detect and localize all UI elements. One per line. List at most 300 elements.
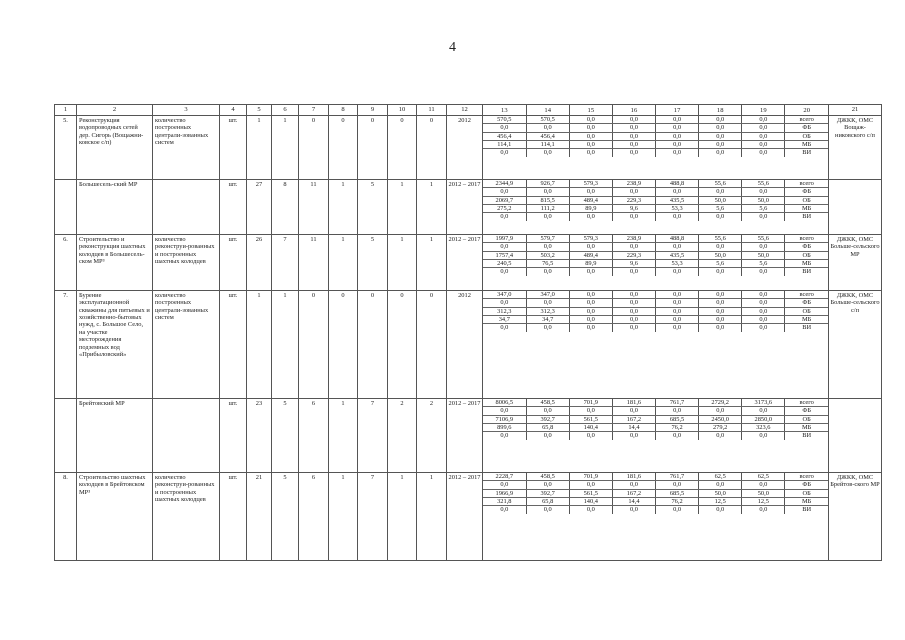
funding-value: 0,0 <box>656 188 699 196</box>
funding-row <box>483 506 828 514</box>
funding-value: 0,0 <box>742 149 785 157</box>
period-cell: 2012 – 2017 <box>447 399 483 473</box>
funding-value: 0,0 <box>742 291 785 299</box>
count-2014: 1 <box>329 399 358 473</box>
funding-row <box>483 149 828 157</box>
funding-value: 0,0 <box>526 149 569 157</box>
funding-value: 0,0 <box>569 132 612 140</box>
funding-values <box>483 116 829 180</box>
funding-value: 0,0 <box>569 188 612 196</box>
count-2013: 0 <box>299 291 329 399</box>
count-2017: 2 <box>417 399 447 473</box>
funding-value: 5,6 <box>742 260 785 268</box>
funding-value: 0,0 <box>656 243 699 251</box>
measure-name: Строительство шахтных колодцев в Брейтовском МР³ <box>77 473 153 561</box>
column-number: 17 <box>656 105 699 115</box>
funding-value: 488,8 <box>656 180 699 188</box>
funding-value: 229,3 <box>612 196 655 204</box>
funding-value: 0,0 <box>612 316 655 324</box>
funding-source: МБ <box>785 141 828 149</box>
funding-values <box>483 399 829 473</box>
row-number: 8. <box>55 473 77 561</box>
program-row <box>55 180 882 235</box>
funding-row <box>483 180 828 188</box>
indicator-name: количество реконструи-рованных и построенных шахтных колодцев <box>153 235 220 291</box>
funding-value: 0,0 <box>569 407 612 415</box>
funding-value: 3173,6 <box>742 399 785 407</box>
funding-value: 0,0 <box>656 307 699 315</box>
funding-row <box>483 251 828 259</box>
funding-source: ФБ <box>785 124 828 132</box>
funding-value: 0,0 <box>656 291 699 299</box>
funding-value: 5,6 <box>742 205 785 213</box>
funding-value: 0,0 <box>500 506 509 514</box>
count-total: 1 <box>247 291 272 399</box>
count-2016: 1 <box>388 235 417 291</box>
funding-value: 0,0 <box>612 307 655 315</box>
funding-value: 0,0 <box>569 291 612 299</box>
funding-value: 685,5 <box>656 415 699 423</box>
funding-value: 50,0 <box>699 196 742 204</box>
funding-value: 0,0 <box>500 268 509 276</box>
funding-value: 0,0 <box>742 268 785 276</box>
count-total: 1 <box>247 116 272 180</box>
funding-value: 0,0 <box>742 299 785 307</box>
funding-grid <box>483 116 828 157</box>
count-2016: 0 <box>388 116 417 180</box>
funding-value: 0,0 <box>526 188 569 196</box>
count-2015: 0 <box>358 291 388 399</box>
funding-value: 0,0 <box>656 407 699 415</box>
funding-row <box>483 243 828 251</box>
funding-row <box>483 473 828 481</box>
funding-value: 0,0 <box>569 299 612 307</box>
funding-row <box>483 196 828 204</box>
column-number: 20 <box>785 105 828 115</box>
funding-row <box>483 489 828 497</box>
funding-value: 0,0 <box>699 407 742 415</box>
executor-cell: ДЖКК, ОМС Вощаж-никовского с/п <box>829 116 882 180</box>
unit-cell: шт. <box>220 291 247 399</box>
column-number: 19 <box>742 105 785 115</box>
funding-values <box>483 473 829 561</box>
column-number: 9 <box>358 105 388 116</box>
measure-name: Реконструкция водопроводных сетей дер. Сигорь (Вощажни-ковское с/п) <box>77 116 153 180</box>
funding-row <box>483 307 828 315</box>
funding-row <box>483 124 828 132</box>
funding-value: 0,0 <box>569 506 612 514</box>
funding-source: МБ <box>785 205 828 213</box>
column-number: 7 <box>299 105 329 116</box>
funding-value: 2450,0 <box>699 415 742 423</box>
funding-value: 0,0 <box>612 324 655 332</box>
funding-source: МБ <box>785 424 828 432</box>
funding-value: 0,0 <box>526 432 569 440</box>
funding-source: ОБ <box>785 251 828 259</box>
funding-value: 0,0 <box>612 188 655 196</box>
funding-source: ФБ <box>785 407 828 415</box>
funding-row <box>483 424 828 432</box>
funding-value: 0,0 <box>612 149 655 157</box>
unit-cell: шт. <box>220 399 247 473</box>
funding-value: 503,2 <box>526 251 569 259</box>
row-number: 5. <box>55 116 77 180</box>
funding-source: ОБ <box>785 415 828 423</box>
count-2017: 1 <box>417 473 447 561</box>
funding-value: 55,6 <box>699 235 742 243</box>
funding-value: 561,5 <box>569 415 612 423</box>
funding-grid <box>483 399 828 440</box>
funding-value: 89,9 <box>569 260 612 268</box>
funding-value: 0,0 <box>699 432 742 440</box>
funding-value: 0,0 <box>483 481 526 489</box>
funding-value: 0,0 <box>612 124 655 132</box>
count-2014: 0 <box>329 116 358 180</box>
funding-value: 0,0 <box>699 506 742 514</box>
funding-value: 5,6 <box>699 205 742 213</box>
funding-value: 701,9 <box>569 473 612 481</box>
funding-values <box>483 180 829 235</box>
funding-value: 0,0 <box>526 243 569 251</box>
funding-value: 2729,2 <box>699 399 742 407</box>
unit-cell: шт. <box>220 473 247 561</box>
funding-source: всего <box>785 235 828 243</box>
funding-source: ФБ <box>785 481 828 489</box>
measure-name: Брейтовский МР <box>77 399 153 473</box>
funding-value: 0,0 <box>699 481 742 489</box>
funding-value: 321,8 <box>483 498 526 506</box>
funding-value: 0,0 <box>742 132 785 140</box>
funding-value: 0,0 <box>742 116 785 124</box>
funding-source: ФБ <box>785 243 828 251</box>
funding-source: всего <box>785 180 828 188</box>
funding-value: 0,0 <box>569 243 612 251</box>
funding-value: 1757,4 <box>483 251 526 259</box>
funding-source: всего <box>785 116 828 124</box>
funding-value: 312,3 <box>526 307 569 315</box>
count-2016: 2 <box>388 399 417 473</box>
funding-value: 53,3 <box>656 205 699 213</box>
funding-value: 0,0 <box>612 132 655 140</box>
funding-value: 0,0 <box>526 481 569 489</box>
funding-value: 0,0 <box>483 299 526 307</box>
count-2015: 0 <box>358 116 388 180</box>
funding-value: 0,0 <box>656 268 699 276</box>
funding-value: 0,0 <box>656 149 699 157</box>
funding-source: всего <box>785 291 828 299</box>
funding-value: 89,9 <box>569 205 612 213</box>
funding-value: 0,0 <box>612 432 655 440</box>
funding-value: 323,6 <box>742 424 785 432</box>
column-number: 2 <box>77 105 153 116</box>
funding-value: 0,0 <box>526 324 569 332</box>
funding-source: ВИ <box>785 506 828 514</box>
indicator-name: количество реконструи-рованных и построенных шахтных колодцев <box>153 473 220 561</box>
funding-source: ОБ <box>785 196 828 204</box>
measure-name: Бурение эксплуатационной скважины для питьевых и хозяйственно-бытовых нужд, с. Большое Село, на участке месторождения подземных вод «Прибыловский» <box>77 291 153 399</box>
column-number: 8 <box>329 105 358 116</box>
column-number: 16 <box>612 105 655 115</box>
funding-value: 114,1 <box>483 141 526 149</box>
funding-value: 561,5 <box>569 489 612 497</box>
funding-value: 0,0 <box>612 506 655 514</box>
funding-source: ОБ <box>785 489 828 497</box>
funding-value: 0,0 <box>612 481 655 489</box>
funding-value: 12,5 <box>699 498 742 506</box>
funding-value: 0,0 <box>483 407 526 415</box>
funding-value: 0,0 <box>526 213 569 221</box>
funding-source: ВИ <box>785 149 828 157</box>
funding-value: 0,0 <box>500 213 509 221</box>
funding-value: 579,3 <box>569 180 612 188</box>
funding-value: 0,0 <box>612 243 655 251</box>
funding-value: 0,0 <box>699 188 742 196</box>
funding-value: 685,5 <box>656 489 699 497</box>
funding-source: ВИ <box>785 324 828 332</box>
funding-value: 111,2 <box>526 205 569 213</box>
funding-row <box>483 260 828 268</box>
funding-value: 50,0 <box>699 251 742 259</box>
column-number: 14 <box>526 105 569 115</box>
funding-source: ФБ <box>785 188 828 196</box>
funding-value: 579,3 <box>569 235 612 243</box>
funding-value: 0,0 <box>569 268 612 276</box>
funding-source: всего <box>785 399 828 407</box>
count-2015: 5 <box>358 235 388 291</box>
funding-source: ВИ <box>785 213 828 221</box>
funding-grid <box>483 235 828 276</box>
funding-value: 50,0 <box>699 489 742 497</box>
count-2012: 7 <box>272 235 299 291</box>
program-table <box>54 104 882 561</box>
funding-value: 9,6 <box>612 205 655 213</box>
program-row <box>55 235 882 291</box>
funding-row <box>483 432 828 440</box>
funding-value: 458,5 <box>526 473 569 481</box>
funding-value: 0,0 <box>699 324 742 332</box>
funding-value: 0,0 <box>656 124 699 132</box>
funding-grid <box>483 180 828 221</box>
funding-source: ВИ <box>785 432 828 440</box>
funding-value: 0,0 <box>569 213 612 221</box>
funding-values <box>483 291 829 399</box>
funding-value: 570,5 <box>483 116 526 124</box>
funding-value: 899,6 <box>483 424 526 432</box>
period-cell: 2012 – 2017 <box>447 473 483 561</box>
funding-value: 0,0 <box>500 149 509 157</box>
program-row <box>55 291 882 399</box>
funding-value: 0,0 <box>656 132 699 140</box>
funding-value: 55,6 <box>699 180 742 188</box>
funding-value: 65,8 <box>526 424 569 432</box>
funding-value: 0,0 <box>569 316 612 324</box>
funding-source: ОБ <box>785 132 828 140</box>
executor-cell <box>829 180 882 235</box>
funding-value: 0,0 <box>569 149 612 157</box>
funding-value: 1997,9 <box>483 235 526 243</box>
funding-value: 0,0 <box>500 432 509 440</box>
funding-value: 0,0 <box>612 116 655 124</box>
funding-value: 14,4 <box>612 424 655 432</box>
funding-value: 0,0 <box>526 124 569 132</box>
funding-value: 240,5 <box>483 260 526 268</box>
funding-value: 0,0 <box>569 324 612 332</box>
funding-value: 0,0 <box>569 116 612 124</box>
funding-value: 55,6 <box>742 180 785 188</box>
funding-value: 14,4 <box>612 498 655 506</box>
funding-value: 238,9 <box>612 235 655 243</box>
indicator-name <box>153 399 220 473</box>
column-number-row <box>55 105 882 116</box>
funding-value: 0,0 <box>699 132 742 140</box>
funding-values <box>483 235 829 291</box>
count-2017: 0 <box>417 116 447 180</box>
funding-value: 0,0 <box>483 243 526 251</box>
funding-value: 5,6 <box>699 260 742 268</box>
funding-value: 0,0 <box>569 481 612 489</box>
count-2012: 1 <box>272 116 299 180</box>
funding-value: 435,5 <box>656 251 699 259</box>
period-cell: 2012 <box>447 116 483 180</box>
count-total: 21 <box>247 473 272 561</box>
count-2013: 11 <box>299 235 329 291</box>
funding-row <box>483 213 828 221</box>
count-2012: 5 <box>272 473 299 561</box>
funding-value: 55,6 <box>742 235 785 243</box>
funding-value: 0,0 <box>656 316 699 324</box>
indicator-name: количество построенных централи-зованных систем <box>153 116 220 180</box>
funding-value: 275,2 <box>483 205 526 213</box>
funding-value: 167,2 <box>612 415 655 423</box>
period-cell: 2012 <box>447 291 483 399</box>
funding-row <box>483 291 828 299</box>
column-number: 6 <box>272 105 299 116</box>
funding-value: 0,0 <box>699 149 742 157</box>
column-number: 11 <box>417 105 447 116</box>
program-row <box>55 399 882 473</box>
funding-value: 0,0 <box>569 432 612 440</box>
funding-source: МБ <box>785 498 828 506</box>
funding-value: 0,0 <box>612 268 655 276</box>
funding-value: 167,2 <box>612 489 655 497</box>
funding-value: 0,0 <box>742 316 785 324</box>
funding-value: 815,5 <box>526 196 569 204</box>
funding-value: 0,0 <box>742 481 785 489</box>
funding-value: 8006,5 <box>483 399 526 407</box>
column-number: 10 <box>388 105 417 116</box>
funding-row <box>483 235 828 243</box>
period-cell: 2012 – 2017 <box>447 180 483 235</box>
funding-source: ОБ <box>785 307 828 315</box>
funding-row <box>483 116 828 124</box>
funding-value: 926,7 <box>526 180 569 188</box>
funding-value: 488,8 <box>656 235 699 243</box>
funding-value: 114,1 <box>526 141 569 149</box>
funding-value: 0,0 <box>612 213 655 221</box>
funding-value: 2069,7 <box>483 196 526 204</box>
funding-value: 76,5 <box>526 260 569 268</box>
count-total: 26 <box>247 235 272 291</box>
unit-cell: шт. <box>220 235 247 291</box>
funding-value: 76,2 <box>656 424 699 432</box>
program-row <box>55 473 882 561</box>
count-2015: 7 <box>358 473 388 561</box>
funding-row <box>483 268 828 276</box>
funding-value: 9,6 <box>612 260 655 268</box>
count-total: 27 <box>247 180 272 235</box>
funding-value: 0,0 <box>699 307 742 315</box>
executor-cell <box>829 399 882 473</box>
count-2016: 0 <box>388 291 417 399</box>
funding-value: 34,7 <box>526 316 569 324</box>
count-total: 23 <box>247 399 272 473</box>
funding-row <box>483 205 828 213</box>
funding-value: 579,7 <box>526 235 569 243</box>
funding-value: 0,0 <box>742 213 785 221</box>
column-number: 1 <box>55 105 77 116</box>
funding-grid <box>483 291 828 332</box>
count-2012: 8 <box>272 180 299 235</box>
funding-value: 489,4 <box>569 251 612 259</box>
count-2015: 7 <box>358 399 388 473</box>
column-number: 3 <box>153 105 220 116</box>
row-number: 6. <box>55 235 77 291</box>
count-2017: 0 <box>417 291 447 399</box>
funding-value: 347,0 <box>526 291 569 299</box>
funding-value: 53,3 <box>656 260 699 268</box>
funding-value: 0,0 <box>526 506 569 514</box>
funding-source: ВИ <box>785 268 828 276</box>
count-2013: 6 <box>299 399 329 473</box>
funding-value: 458,5 <box>526 399 569 407</box>
funding-value: 0,0 <box>699 243 742 251</box>
funding-value: 0,0 <box>656 141 699 149</box>
funding-source: МБ <box>785 260 828 268</box>
funding-row <box>483 399 828 407</box>
funding-row <box>483 407 828 415</box>
column-number: 21 <box>829 105 882 116</box>
count-2017: 1 <box>417 180 447 235</box>
count-2016: 1 <box>388 180 417 235</box>
funding-row <box>483 324 828 332</box>
count-2013: 6 <box>299 473 329 561</box>
funding-row <box>483 415 828 423</box>
funding-value: 392,7 <box>526 415 569 423</box>
funding-row <box>483 188 828 196</box>
funding-value: 0,0 <box>742 307 785 315</box>
value-column-numbers <box>483 105 829 116</box>
funding-value: 1966,9 <box>483 489 526 497</box>
funding-value: 347,0 <box>483 291 526 299</box>
funding-value: 2344,9 <box>483 180 526 188</box>
count-2013: 0 <box>299 116 329 180</box>
funding-value: 279,2 <box>699 424 742 432</box>
funding-value: 456,4 <box>526 132 569 140</box>
executor-cell: ДЖКК, ОМС Брейтов-ского МР <box>829 473 882 561</box>
funding-value: 0,0 <box>483 124 526 132</box>
funding-value: 50,0 <box>742 251 785 259</box>
funding-value: 0,0 <box>612 407 655 415</box>
funding-value: 0,0 <box>483 188 526 196</box>
funding-value: 761,7 <box>656 399 699 407</box>
funding-value: 489,4 <box>569 196 612 204</box>
funding-value: 50,0 <box>742 489 785 497</box>
funding-value: 238,9 <box>612 180 655 188</box>
column-number: 5 <box>247 105 272 116</box>
funding-source: МБ <box>785 316 828 324</box>
funding-value: 0,0 <box>699 316 742 324</box>
funding-value: 0,0 <box>569 124 612 132</box>
